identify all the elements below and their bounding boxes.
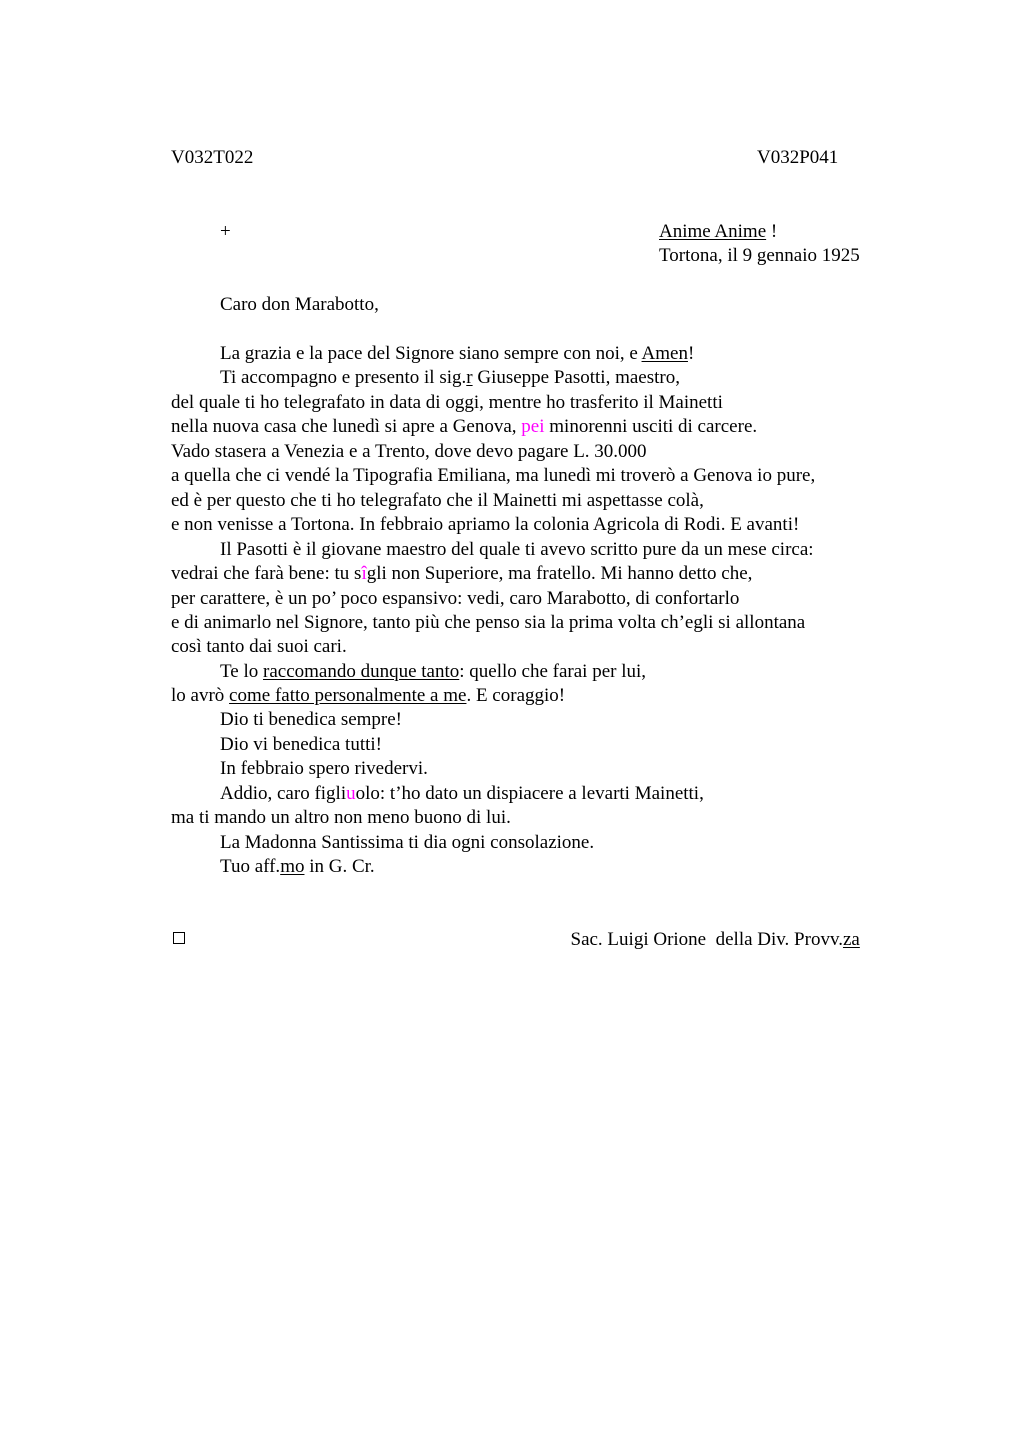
salutation: Caro don Marabotto, <box>220 294 379 315</box>
body-text: : quello che farai per lui, <box>459 661 647 682</box>
motto <box>659 220 777 244</box>
body-line-18: In febbraio spero rivedervi. <box>220 758 428 779</box>
body-underlined: Amen <box>641 343 688 364</box>
body-highlight: î <box>361 563 367 584</box>
body-text: Ti accompagno e presento il sig. <box>220 367 467 388</box>
body-line-9: Il Pasotti è il giovane maestro del quale ti avevo scritto pure da un mese circa: <box>220 539 814 560</box>
body-line-16: Dio ti benedica sempre! <box>220 709 403 730</box>
body-text: La grazia e la pace del Signore siano sempre con noi, e <box>220 343 642 364</box>
body-line-7: ed è per questo che ti ho telegrafato che il Mainetti mi aspettasse colà, <box>171 490 704 511</box>
body-text: vedrai che farà bene: tu s <box>171 563 362 584</box>
body-line-12: e di animarlo nel Signore, tanto più che penso sia la prima volta ch’egli si allontana <box>171 612 806 633</box>
body-text: Te lo <box>220 661 263 682</box>
body-line-13: così tanto dai suoi cari. <box>171 636 347 657</box>
document-code-right: V032P041 <box>757 147 839 168</box>
body-underlined: raccomando dunque tanto <box>263 661 460 682</box>
motto-text: Anime Anime <box>659 221 767 242</box>
signature-suffix: za <box>842 929 860 950</box>
body-line-1 <box>220 342 694 366</box>
square-end-icon <box>173 932 185 944</box>
body-highlight: u <box>346 783 356 804</box>
body-line-6: a quella che ci vendé la Tipografia Emiliana, ma lunedì mi troverò a Genova io pure, <box>171 465 816 486</box>
body-line-2 <box>220 366 680 390</box>
body-text: Tuo aff. <box>220 856 281 877</box>
body-line-10 <box>171 562 752 586</box>
body-line-4 <box>171 415 757 439</box>
body-line-22 <box>220 855 375 879</box>
body-line-14 <box>220 660 646 684</box>
body-line-19 <box>220 782 704 806</box>
place-date: Tortona, il 9 gennaio 1925 <box>659 245 860 266</box>
body-text: gli non Superiore, ma fratello. Mi hanno detto che, <box>366 563 753 584</box>
body-text: in G. Cr. <box>304 856 375 877</box>
motto-suffix: ! <box>766 221 778 242</box>
body-text: Addio, caro figli <box>220 783 347 804</box>
body-underlined: r <box>466 367 473 388</box>
body-highlight: pei <box>521 416 545 437</box>
body-text: nella nuova casa che lunedì si apre a Genova, <box>171 416 522 437</box>
body-text: minorenni usciti di carcere. <box>544 416 758 437</box>
body-text: ! <box>687 343 695 364</box>
document-code-left: V032T022 <box>171 147 254 168</box>
signature-text: Sac. Luigi Orione della Div. Provv. <box>570 929 843 950</box>
body-line-17: Dio vi benedica tutti! <box>220 734 382 755</box>
body-line-11: per carattere, è un po’ poco espansivo: vedi, caro Marabotto, di confortarlo <box>171 588 740 609</box>
body-underlined: come fatto personalmente a me <box>229 685 467 706</box>
signature <box>561 904 860 952</box>
body-line-20: ma ti mando un altro non meno buono di lui. <box>171 807 511 828</box>
body-underlined: mo <box>280 856 305 877</box>
body-line-3: del quale ti ho telegrafato in data di oggi, mentre ho trasferito il Mainetti <box>171 392 723 413</box>
body-line-5: Vado stasera a Venezia e a Trento, dove devo pagare L. 30.000 <box>171 441 647 462</box>
body-line-15 <box>171 684 565 708</box>
body-text: lo avrò <box>171 685 230 706</box>
body-line-8: e non venisse a Tortona. In febbraio apriamo la colonia Agricola di Rodi. E avanti! <box>171 514 800 535</box>
body-line-21: La Madonna Santissima ti dia ogni consolazione. <box>220 832 595 853</box>
cross-symbol: + <box>220 221 231 242</box>
body-text: . E coraggio! <box>466 685 566 706</box>
body-text: Giuseppe Pasotti, maestro, <box>472 367 680 388</box>
body-text: olo: t’ho dato un dispiacere a levarti Mainetti, <box>355 783 704 804</box>
